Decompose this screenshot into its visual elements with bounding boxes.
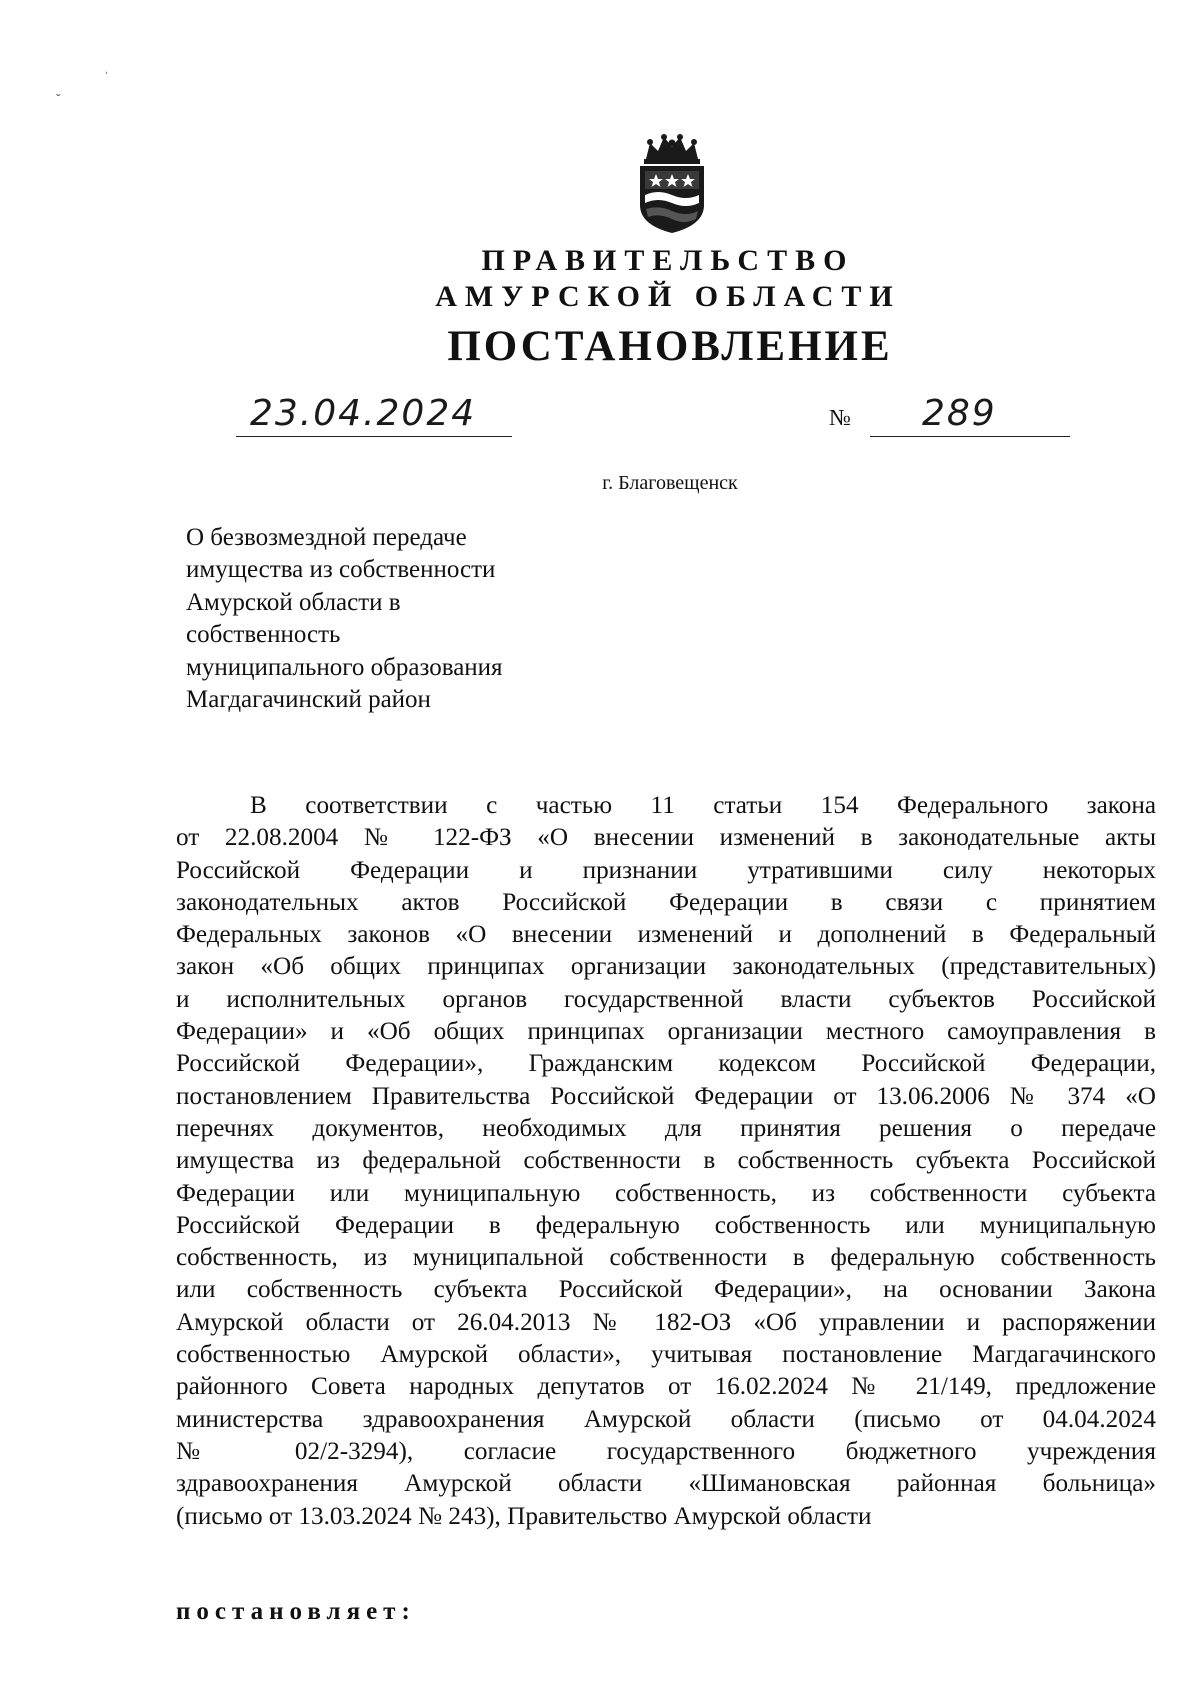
subject-line: собственность	[186, 621, 341, 649]
body-line: Федерации» и «Об общих принципах организации местного самоуправления в	[176, 1018, 1156, 1046]
coat-of-arms-icon	[634, 133, 710, 235]
subject-line: имущества из собственности	[186, 556, 496, 584]
body-line: собственность, из муниципальной собственности в федеральную собственность	[176, 1244, 1156, 1272]
body-line: законодательных актов Российской Федерации в связи с принятием	[176, 888, 1156, 916]
body-line: районного Совета народных депутатов от 16.02.2024 № 21/149, предложение	[176, 1373, 1156, 1401]
body-line: В соответствии с частью 11 статьи 154 Федерального закона	[250, 792, 1156, 819]
handwritten-number: 289	[922, 393, 997, 434]
body-line: № 02/2-3294), согласие государственного бюджетного учреждения	[176, 1437, 1156, 1465]
body-line: Российской Федерации», Гражданским кодексом Российской Федерации,	[176, 1050, 1156, 1078]
scan-artifact: ˬ	[56, 80, 61, 96]
body-line: постановлением Правительства Российской Федерации от 13.06.2006 № 374 «О	[176, 1082, 1156, 1110]
subject-line: Амурской области в	[186, 588, 401, 616]
body-line: министерства здравоохранения Амурской области (письмо от 04.04.2024	[176, 1405, 1156, 1433]
organization-name-line2: АМУРСКОЙ ОБЛАСТИ	[435, 280, 901, 313]
body-line: Федеральных законов «О внесении изменений и дополнений в Федеральный	[176, 921, 1156, 949]
body-line: перечнях документов, необходимых для принятия решения о передаче	[176, 1114, 1156, 1142]
number-field	[870, 388, 1070, 437]
body-line: Амурской области от 26.04.2013 № 182-ОЗ «Об управлении и распоряжении	[176, 1308, 1156, 1336]
subject-line: Магдагачинский район	[186, 686, 431, 714]
city-line: г. Благовещенск	[602, 472, 738, 494]
body-line: имущества из федеральной собственности в собственность субъекта Российской	[176, 1147, 1156, 1175]
organization-name-line1: ПРАВИТЕЛЬСТВО	[481, 244, 855, 277]
body-line: (письмо от 13.03.2024 № 243), Правительство Амурской области	[176, 1502, 872, 1530]
date-field	[236, 388, 512, 437]
body-line: от 22.08.2004 № 122-ФЗ «О внесении изменений в законодательные акты	[176, 824, 1156, 852]
number-label: №	[829, 405, 851, 430]
body-line: Федерации или муниципальную собственность, из собственности субъекта	[176, 1179, 1156, 1207]
body-line: здравоохранения Амурской области «Шимановская районная больница»	[176, 1470, 1156, 1498]
document-subject	[186, 522, 606, 716]
body-line: Российской Федерации и признании утратившими силу некоторых	[176, 856, 1156, 884]
decree-word: постановляет:	[176, 1598, 416, 1625]
subject-line: муниципального образования	[186, 653, 503, 681]
body-line: собственностью Амурской области», учитывая постановление Магдагачинского	[176, 1341, 1156, 1369]
document-type-title: ПОСТАНОВЛЕНИЕ	[447, 323, 893, 370]
body-line: Российской Федерации в федеральную собственность или муниципальную	[176, 1211, 1156, 1239]
subject-line: О безвозмездной передаче	[186, 524, 467, 551]
scan-artifact: ˌ	[104, 58, 109, 74]
body-line: или собственность субъекта Российской Федерации», на основании Закона	[176, 1276, 1156, 1304]
handwritten-date: 23.04.2024	[250, 393, 477, 434]
body-line: закон «Об общих принципах организации законодательных (представительных)	[176, 953, 1156, 981]
preamble-paragraph	[176, 790, 1156, 1533]
body-line: и исполнительных органов государственной власти субъектов Российской	[176, 985, 1156, 1013]
